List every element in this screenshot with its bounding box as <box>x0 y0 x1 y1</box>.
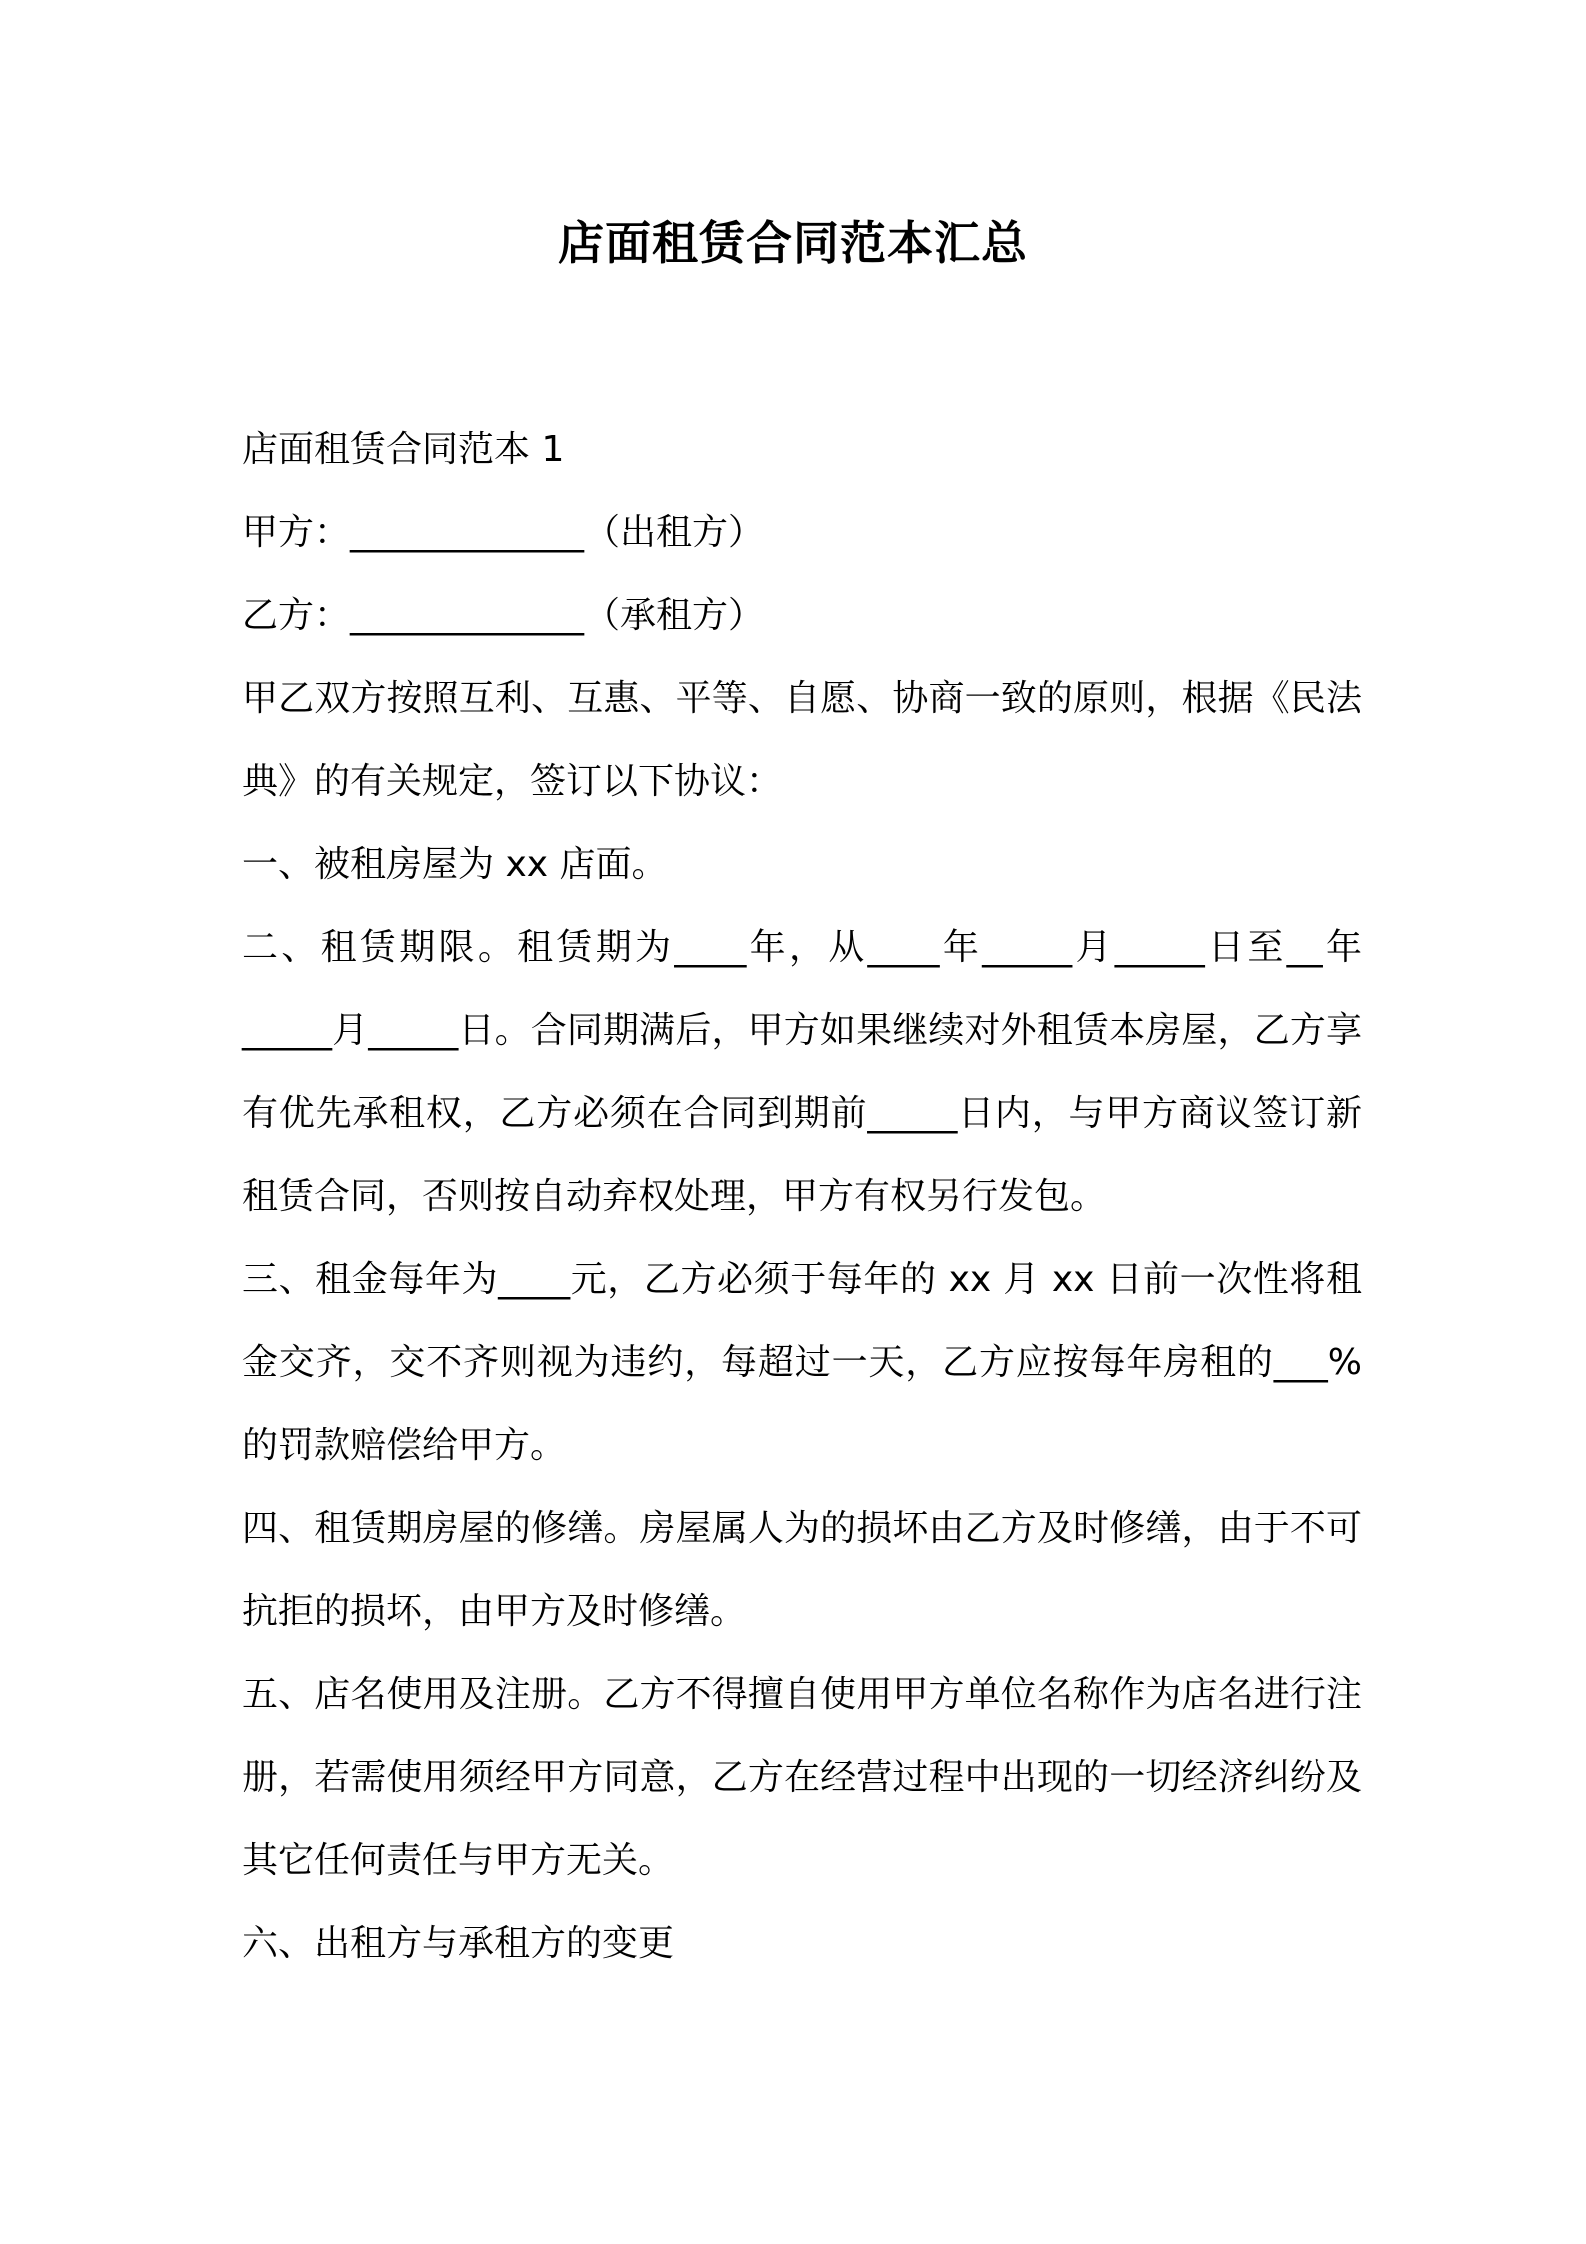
clause-5-paragraph: 五、店名使用及注册。乙方不得擅自使用甲方单位名称作为店名进行注册，若需使用须经甲方同意，乙方在经营过程中出现的一切经济纠纷及其它任何责任与甲方无关。 <box>242 1674 1362 1881</box>
clause-3-paragraph: 三、租金每年为____元，乙方必须于每年的 xx 月 xx 日前一次性将租金交齐，交不齐则视为违约，每超过一天，乙方应按每年房租的___%的罚款赔偿给甲方。 <box>242 1259 1362 1466</box>
clause-2-paragraph: 二、租赁期限。租赁期为____年，从____年_____月_____日至__年_____月_____日。合同期满后，甲方如果继续对外租赁本房屋，乙方享有优先承租权，乙方必须在合同到期前_____日内，与甲方商议签订新租赁合同，否则按自动弃权处理，甲方有权另行发包。 <box>242 927 1362 1217</box>
party-a-line: 甲方：_____________（出租方） <box>242 512 765 553</box>
clause-6-paragraph: 六、出租方与承租方的变更 <box>242 1923 675 1964</box>
section-heading: 店面租赁合同范本 1 <box>242 429 565 470</box>
clause-4-paragraph: 四、租赁期房屋的修缮。房屋属人为的损坏由乙方及时修缮，由于不可抗拒的损坏，由甲方及时修缮。 <box>242 1508 1362 1632</box>
clause-1-paragraph: 一、被租房屋为 xx 店面。 <box>242 844 668 885</box>
intro-paragraph: 甲乙双方按照互利、互惠、平等、自愿、协商一致的原则，根据《民法典》的有关规定，签订以下协议： <box>242 678 1362 802</box>
document-body <box>242 408 1362 1985</box>
party-b-line: 乙方：_____________（承租方） <box>242 595 765 636</box>
document-title: 店面租赁合同范本汇总 <box>558 216 1028 270</box>
